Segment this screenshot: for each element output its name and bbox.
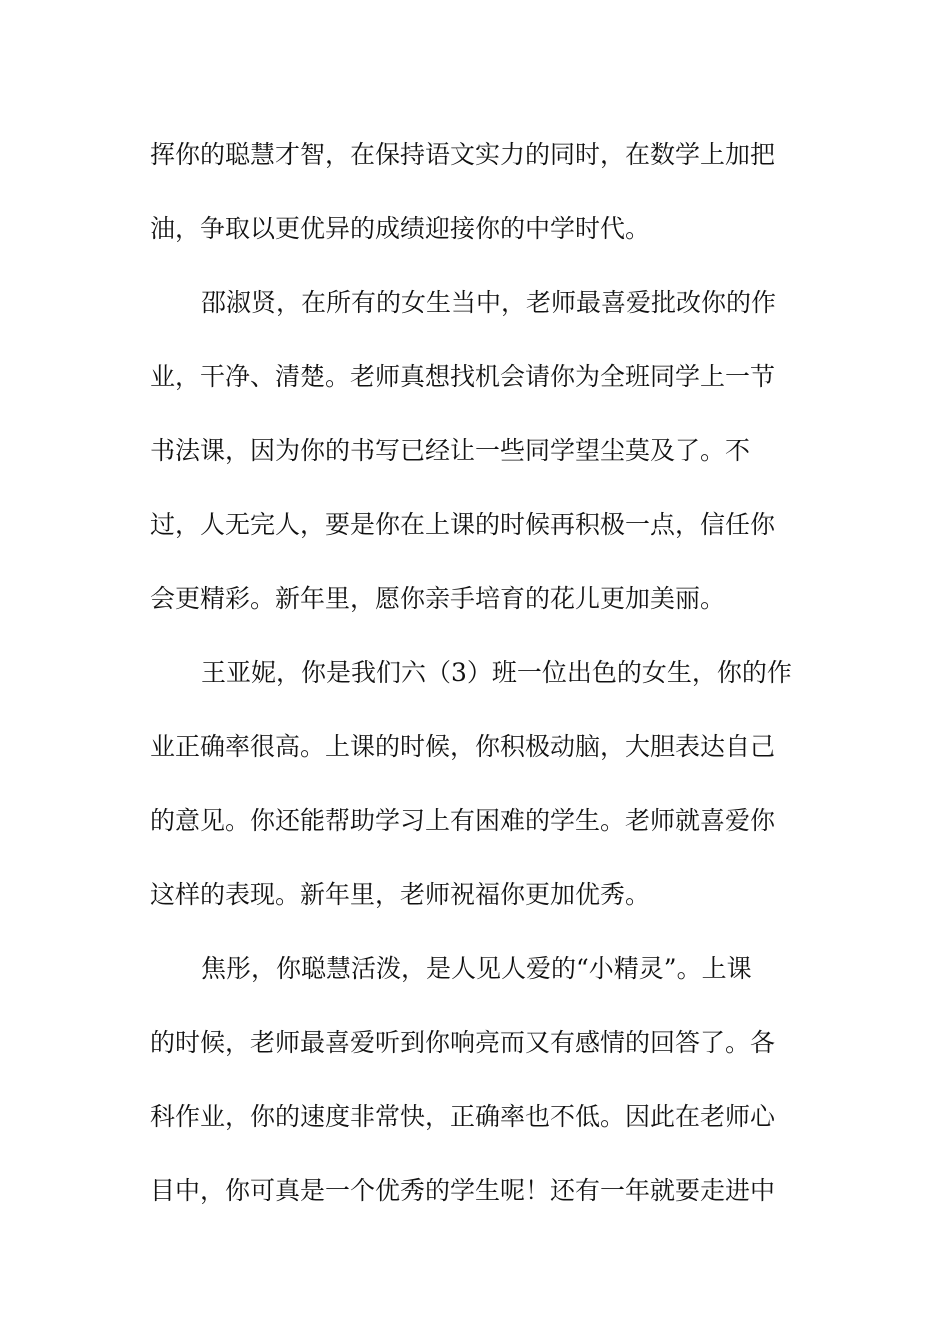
- text-line: 会更精彩。新年里，愿你亲手培育的花儿更加美丽。: [150, 584, 726, 613]
- paragraph-start-line: 邵淑贤，在所有的女生当中，老师最喜爱批改你的作: [201, 288, 777, 317]
- text-line: 业，干净、清楚。老师真想找机会请你为全班同学上一节: [150, 362, 776, 391]
- text-line: 过，人无完人，要是你在上课的时候再积极一点，信任你: [150, 510, 776, 539]
- text-line: 挥你的聪慧才智，在保持语文实力的同时，在数学上加把: [150, 140, 776, 169]
- text-line: 的意见。你还能帮助学习上有困难的学生。老师就喜爱你: [150, 806, 776, 835]
- text-line: 业正确率很高。上课的时候，你积极动脑，大胆表达自己: [150, 732, 776, 761]
- document-body: [150, 118, 810, 1228]
- text-line: 目中，你可真是一个优秀的学生呢！还有一年就要走进中: [150, 1176, 776, 1205]
- text-line: 书法课，因为你的书写已经让一些同学望尘莫及了。不: [150, 436, 751, 465]
- text-line: 这样的表现。新年里，老师祝福你更加优秀。: [150, 880, 651, 909]
- text-line: 的时候，老师最喜爱听到你响亮而又有感情的回答了。各: [150, 1028, 776, 1057]
- text-line: 科作业，你的速度非常快，正确率也不低。因此在老师心: [150, 1102, 776, 1131]
- paragraph-start-line: 焦彤，你聪慧活泼，是人见人爱的“小精灵”。上课: [201, 954, 752, 983]
- text-line: 油，争取以更优异的成绩迎接你的中学时代。: [150, 214, 651, 243]
- paragraph-start-line: 王亚妮，你是我们六（3）班一位出色的女生，你的作: [201, 658, 792, 687]
